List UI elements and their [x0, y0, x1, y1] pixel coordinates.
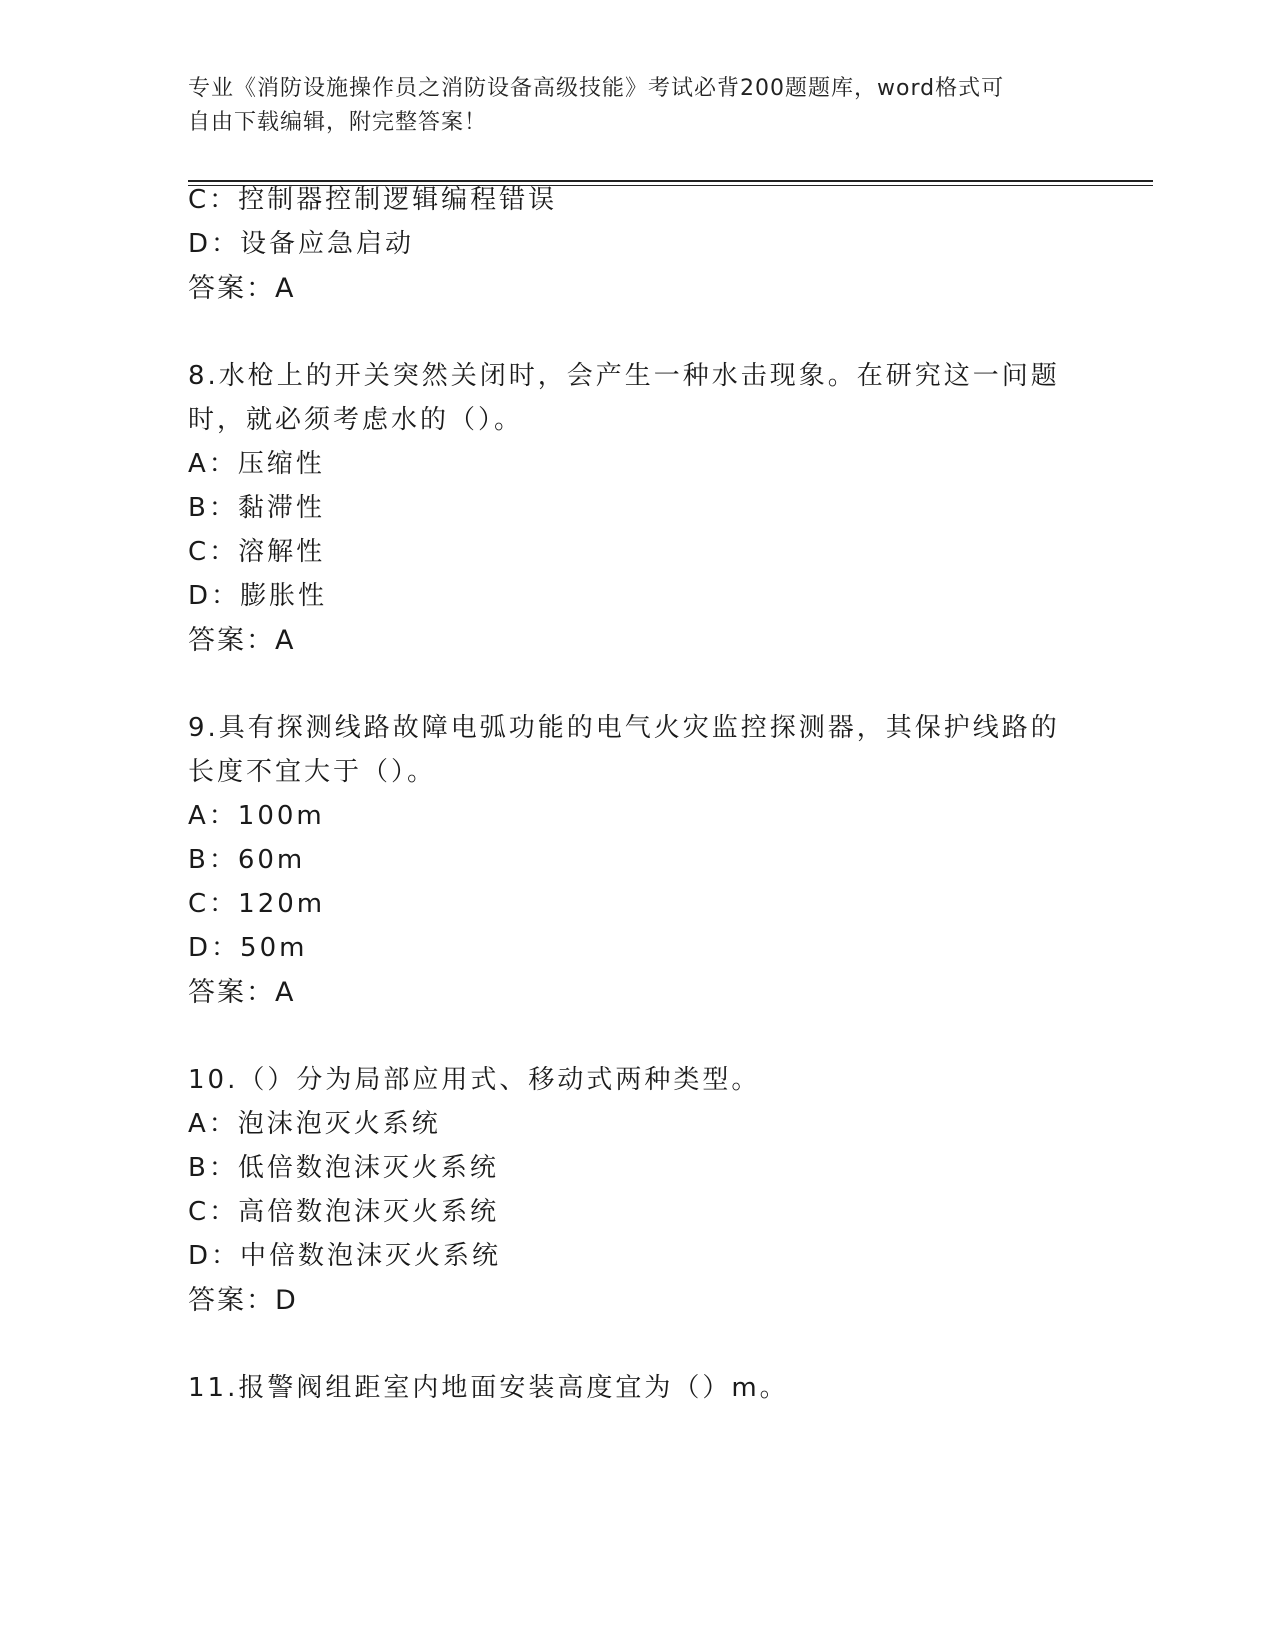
header-line-2: 自由下载编辑，附完整答案！ — [188, 110, 488, 135]
q8-stem-line-2: 时，就必须考虑水的（）。 — [188, 405, 524, 435]
q8-option-d: D：膨胀性 — [188, 581, 328, 611]
q10-stem: 10.（）分为局部应用式、移动式两种类型。 — [188, 1065, 761, 1095]
q9-stem-line-2: 长度不宜大于（）。 — [188, 757, 437, 787]
q8-option-c: C：溶解性 — [188, 537, 326, 567]
q10-option-d: D：中倍数泡沫灭火系统 — [188, 1241, 502, 1271]
q9-option-d: D：50m — [188, 933, 308, 963]
q9-option-b: B：60m — [188, 845, 306, 875]
q10-option-c: C：高倍数泡沫灭火系统 — [188, 1197, 500, 1227]
q8-option-a: A：压缩性 — [188, 449, 325, 479]
q8-stem-line-1: 8.水枪上的开关突然关闭时，会产生一种水击现象。在研究这一问题 — [188, 361, 1060, 391]
q9-answer: 答案：A — [188, 977, 296, 1008]
q11-stem: 11.报警阀组距室内地面安装高度宜为（）m。 — [188, 1373, 789, 1403]
document-header — [188, 72, 1068, 140]
prev-option-d: D：设备应急启动 — [188, 229, 415, 259]
q9-option-a: A：100m — [188, 801, 325, 831]
prev-option-c: C：控制器控制逻辑编程错误 — [188, 185, 558, 215]
q10-option-a: A：泡沫泡灭火系统 — [188, 1109, 441, 1139]
q10-option-b: B：低倍数泡沫灭火系统 — [188, 1153, 499, 1183]
header-line-1: 专业《消防设施操作员之消防设备高级技能》考试必背200题题库，word格式可 — [188, 76, 1005, 101]
q8-option-b: B：黏滞性 — [188, 493, 325, 523]
q10-answer: 答案：D — [188, 1285, 298, 1316]
q8-answer: 答案：A — [188, 625, 296, 656]
q9-stem-line-1: 9.具有探测线路故障电弧功能的电气火灾监控探测器，其保护线路的 — [188, 713, 1060, 743]
prev-answer: 答案：A — [188, 273, 296, 304]
q9-option-c: C：120m — [188, 889, 326, 919]
